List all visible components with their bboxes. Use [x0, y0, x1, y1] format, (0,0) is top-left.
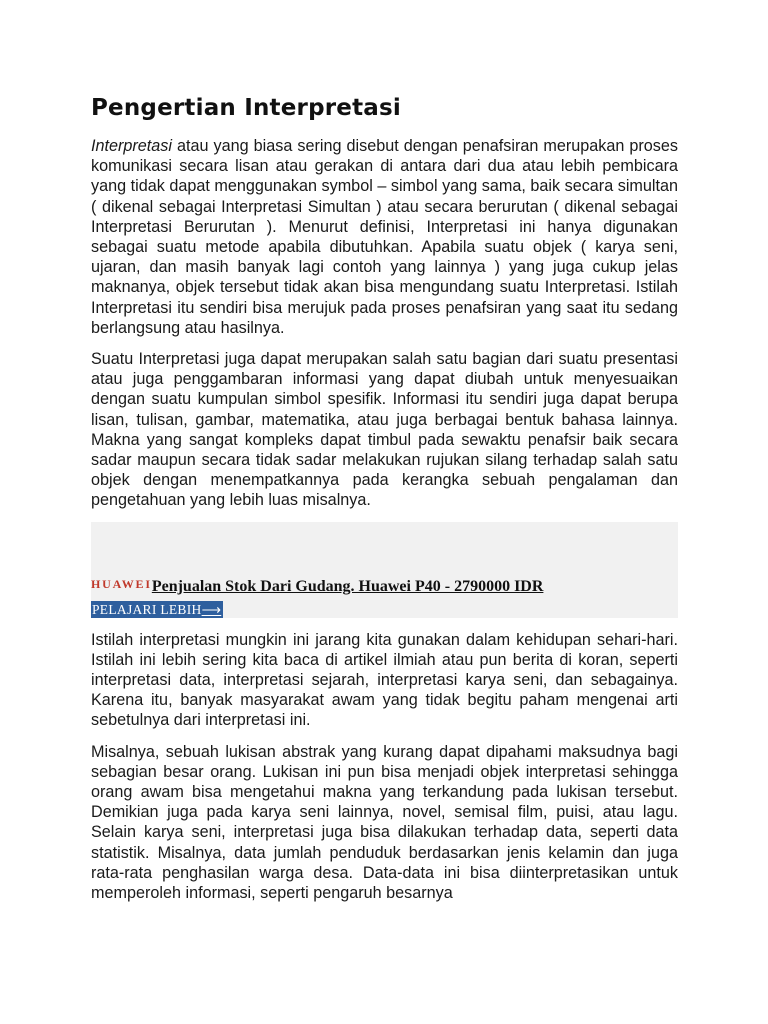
italic-lead-term: Interpretasi: [91, 137, 172, 155]
paragraph-2: Suatu Interpretasi juga dapat merupakan salah satu bagian dari suatu presentasi atau juga penggambaran informasi yang dapat diubah untuk menyesuaikan dengan suatu kumpulan simbol spesifik. Informasi itu sendiri juga dapat berupa lisan, tulisan, gambar, matematika, atau juga berbagai bentuk bahasa lainnya. Makna yang sangat kompleks dapat timbul pada sewaktu penafsir baik secara sadar maupun secara tidak sadar melakukan rujukan silang terhadap salah satu objek dengan menempatkannya pada kerangka sebuah pengalaman dan pengetahuan yang lebih luas misalnya.: [91, 350, 678, 510]
paragraph-3: Istilah interpretasi mungkin ini jarang kita gunakan dalam kehidupan sehari-hari. Istilah ini lebih sering kita baca di artikel ilmiah atau pun berita di koran, seperti interpretasi data, interpretasi sejarah, interpretasi karya seni, dan sebagainya. Karena itu, banyak masyarakat awam yang tidak begitu paham mengenai arti sebetulnya dari interpretasi ini.: [91, 630, 678, 730]
learn-more-button[interactable]: [91, 601, 223, 618]
ad-link-text[interactable]: Penjualan Stok Dari Gudang. Huawei P40 - 2790000 IDR: [151, 577, 544, 595]
paragraph-4: Misalnya, sebuah lukisan abstrak yang kurang dapat dipahami maksudnya bagi sebagian besar orang. Lukisan ini pun bisa menjadi objek interpretasi sehingga orang awam bisa mengetahui makna yang terkandung pada lukisan tersebut. Demikian juga pada karya seni lainnya, novel, semisal film, puisi, atau lagu. Selain karya seni, interpretasi juga bisa dilakukan terhadap data, seperti data statistik. Misalnya, data jumlah penduduk berdasarkan jenis kelamin dan juga rata-rata penghasilan warga desa. Data-data ini bisa diinterpretasikan untuk memperoleh informasi, seperti pengaruh besarnya: [91, 742, 678, 903]
paragraph-1: [91, 136, 678, 338]
ad-brand-logo: HUAWEI: [91, 576, 152, 591]
paragraph-1-text: atau yang biasa sering disebut dengan penafsiran merupakan proses komunikasi secara lisan atau gerakan di antara dari dua atau lebih pembicara yang tidak dapat menggunakan symbol – simbol yang sama, baik secara simultan ( dikenal sebagai Interpretasi Simultan ) atau secara berurutan ( dikenal sebagai Interpretasi Berurutan ). Menurut definisi, Interpretasi ini hanya digunakan sebagai suatu metode apabila dibutuhkan. Apabila suatu objek ( karya seni, ujaran, dan masih banyak lagi contoh yang lainnya ) yang juga cukup jelas maknanya, objek tersebut tidak akan bisa mengundang suatu Interpretasi. Istilah Interpretasi itu sendiri bisa merujuk pada proses penafsiran yang saat itu sedang berlangsung atau hasilnya.: [91, 137, 678, 337]
advertisement-banner[interactable]: [91, 522, 678, 618]
ad-headline[interactable]: [91, 577, 543, 596]
article-body: [91, 92, 678, 914]
learn-more-label: PELAJARI LEBIH: [92, 601, 202, 617]
page-title: Pengertian Interpretasi: [91, 95, 401, 121]
arrow-right-icon: ⟶: [201, 601, 222, 617]
